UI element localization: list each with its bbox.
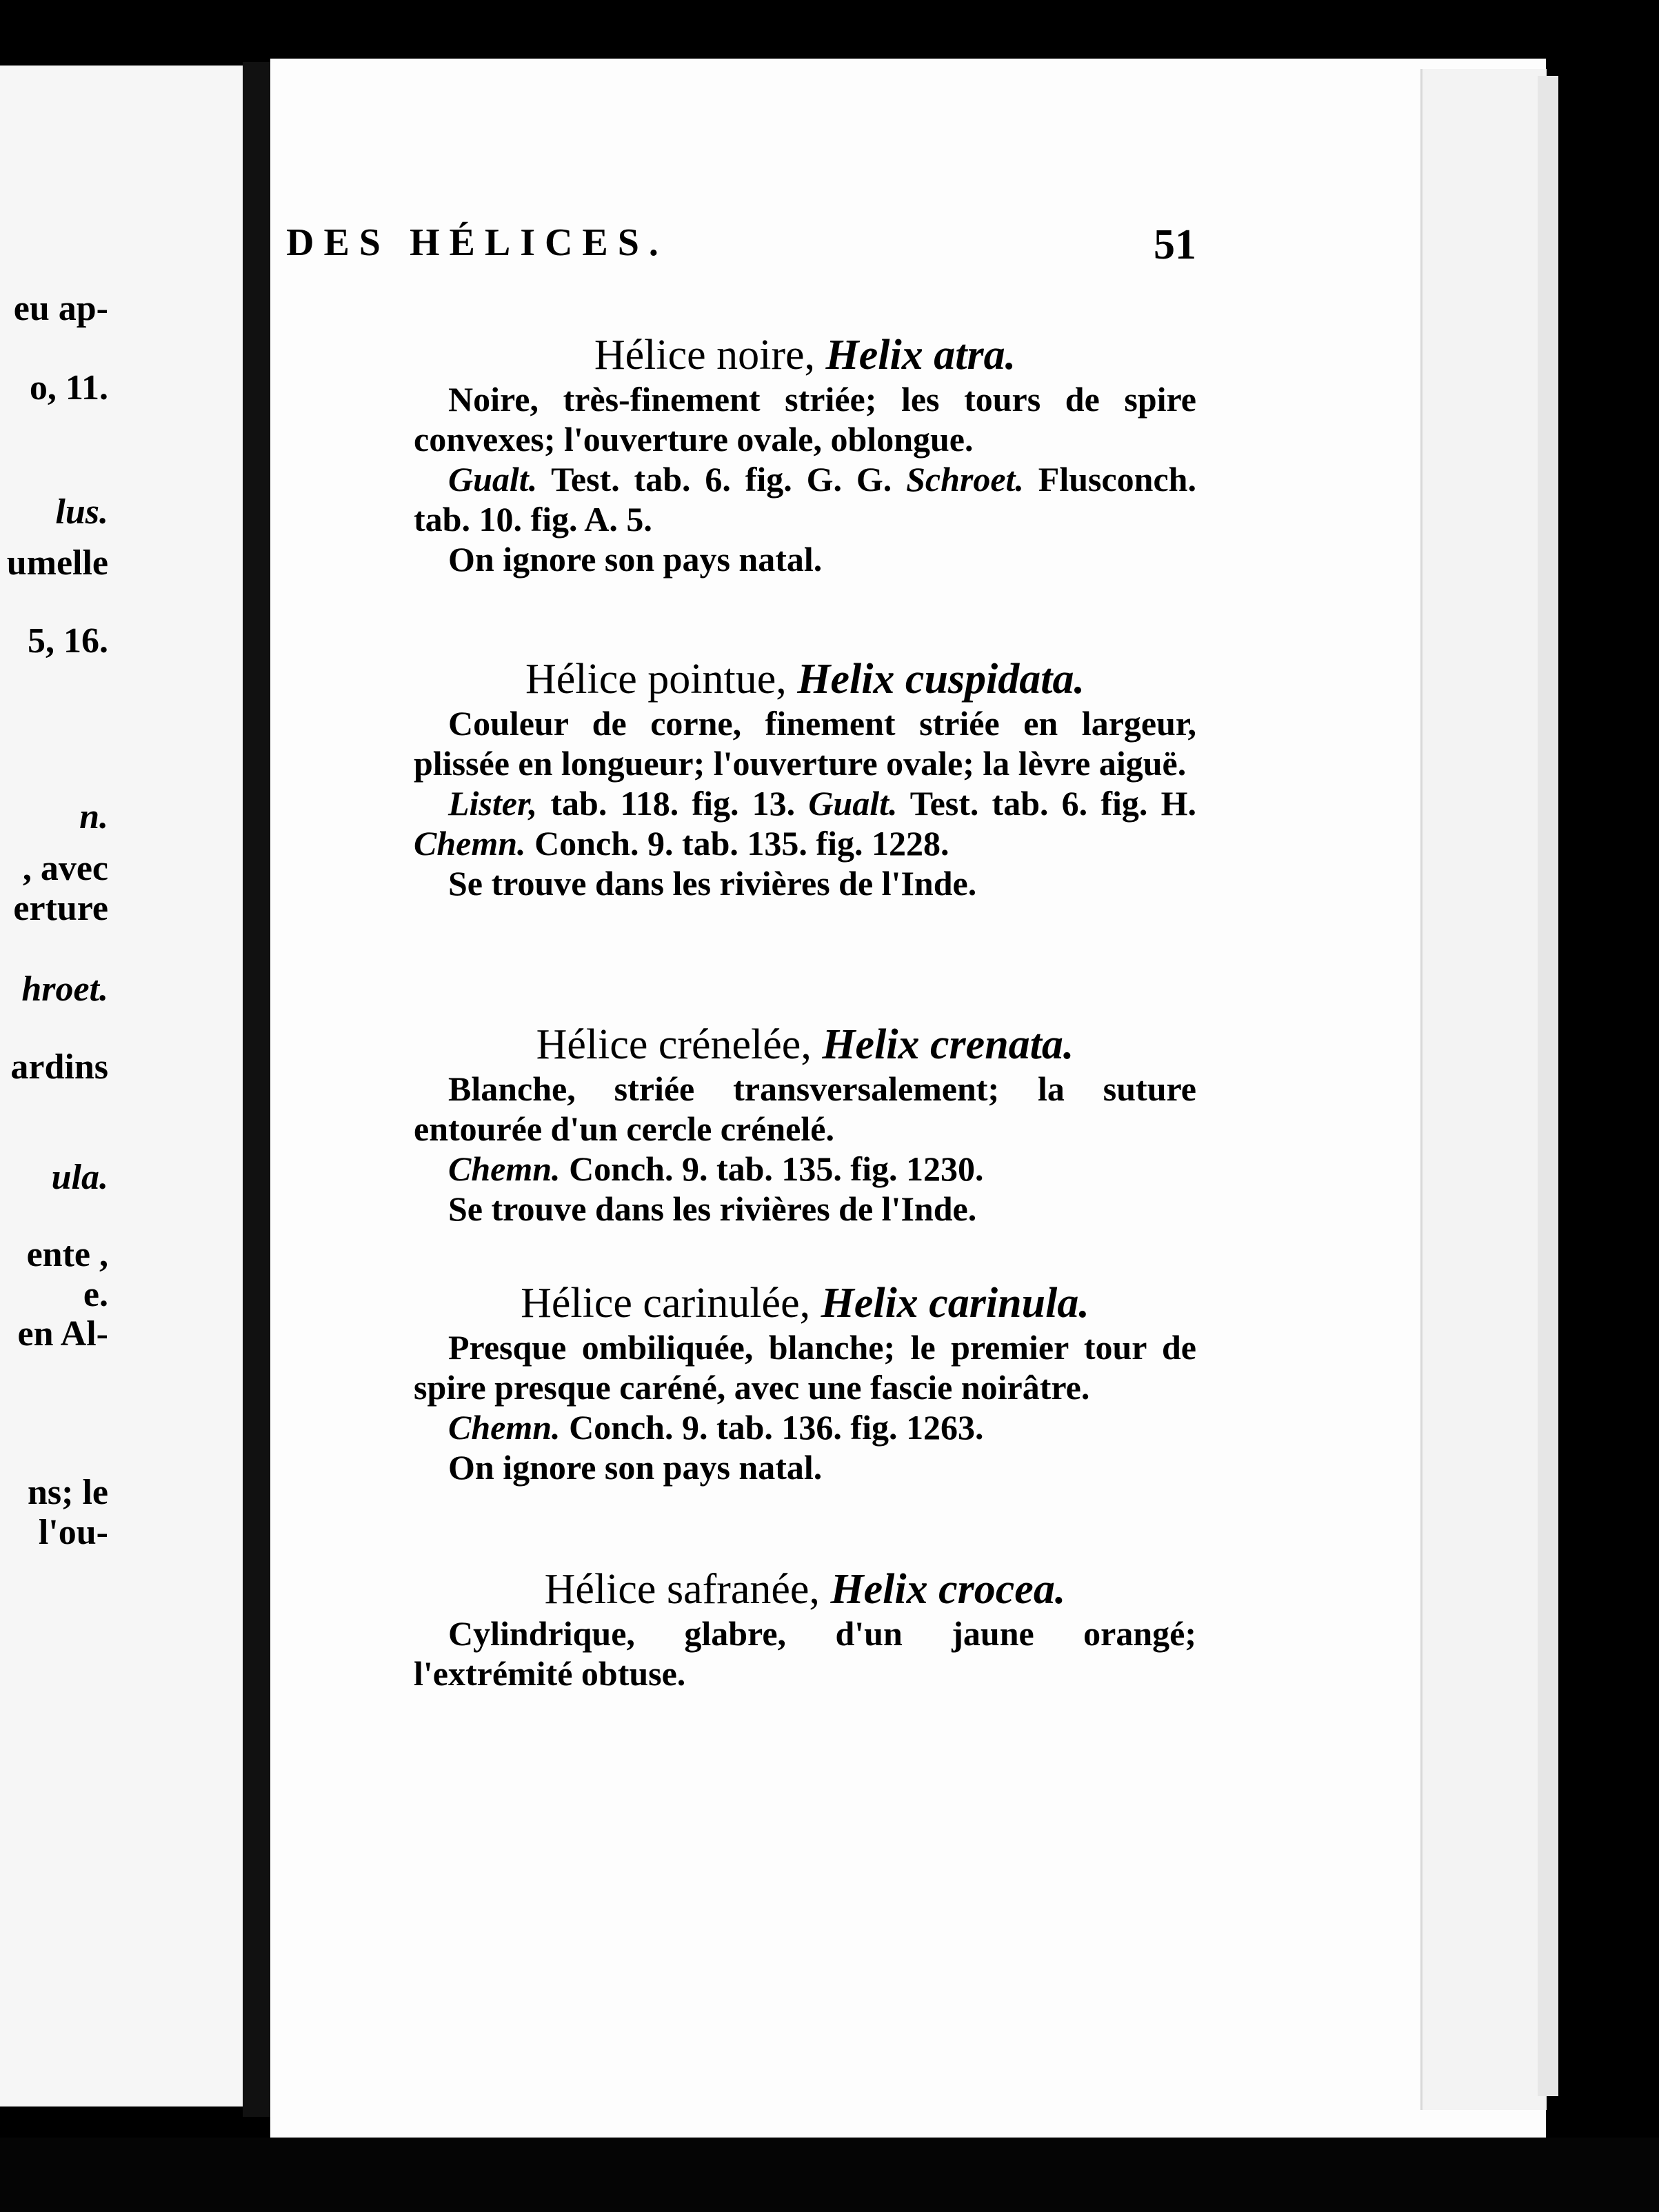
name-la: Helix cuspidata. <box>797 656 1085 703</box>
left-fragment: ente , <box>26 1235 108 1274</box>
name-fr: Hélice pointue, <box>525 656 798 703</box>
left-fragment: ardins <box>10 1047 108 1087</box>
page-number: 51 <box>1154 221 1196 268</box>
species-entry <box>414 1020 1196 1229</box>
species-entry <box>414 1565 1196 1693</box>
entry-references: Chemn. Conch. 9. tab. 135. fig. 1230. <box>448 1149 984 1188</box>
name-fr: Hélice noire, <box>594 332 826 379</box>
running-head <box>286 207 1196 283</box>
entry-habitat: Se trouve dans les rivières de l'Inde. <box>448 864 977 903</box>
name-la: Helix crocea. <box>830 1566 1066 1613</box>
entry-description: Presque ombiliquée, blanche; le premier tour de spire presque caréné, avec une fascie noirâtre. <box>414 1328 1196 1407</box>
entry-description: Blanche, striée transversalement; la suture entourée d'un cercle crénelé. <box>414 1069 1196 1148</box>
name-fr: Hélice safranée, <box>544 1566 831 1613</box>
book-gutter <box>243 62 273 2117</box>
entry-description: Couleur de corne, finement striée en largeur, plissée en longueur; l'ouverture ovale; la lèvre aiguë. <box>414 704 1196 783</box>
entry-heading <box>414 1565 1196 1613</box>
entry-references: Gualt. Test. tab. 6. fig. G. G. Schroet. Flusconch. tab. 10. fig. A. 5. <box>414 460 1196 539</box>
page-fore-edge <box>1420 69 1547 2110</box>
left-fragment: 5, 16. <box>28 621 108 661</box>
left-fragment: ns; le <box>28 1473 108 1512</box>
left-fragment: o, 11. <box>29 368 108 408</box>
entry-references: Chemn. Conch. 9. tab. 136. fig. 1263. <box>448 1408 984 1447</box>
left-fragment: l'ou- <box>38 1513 108 1552</box>
left-fragment: e. <box>83 1275 108 1314</box>
species-entry <box>414 655 1196 903</box>
entry-habitat: On ignore son pays natal. <box>448 540 823 579</box>
entry-heading <box>414 331 1196 379</box>
entry-heading <box>414 1020 1196 1069</box>
left-fragment: , avec <box>22 849 108 888</box>
name-la: Helix carinula. <box>821 1280 1089 1327</box>
left-fragment: ula. <box>51 1158 108 1197</box>
species-entry <box>414 331 1196 579</box>
entry-habitat: Se trouve dans les rivières de l'Inde. <box>448 1189 977 1228</box>
entry-description: Cylindrique, glabre, d'un jaune orangé; l'extrémité obtuse. <box>414 1614 1196 1693</box>
facing-page-left <box>0 66 257 2107</box>
left-fragment: erture <box>13 889 108 928</box>
left-fragment: hroet. <box>21 969 108 1009</box>
page-fore-edge-shadow <box>1538 76 1558 2096</box>
left-fragment: umelle <box>6 543 108 583</box>
entry-habitat: On ignore son pays natal. <box>448 1448 823 1487</box>
species-entry <box>414 1279 1196 1487</box>
running-head-title: DES HÉLICES. <box>286 221 668 264</box>
name-la: Helix atra. <box>825 332 1016 379</box>
left-fragment: n. <box>79 797 108 836</box>
name-fr: Hélice crénelée, <box>536 1021 823 1068</box>
name-la: Helix crenata. <box>822 1021 1074 1068</box>
scan-border <box>0 2138 1659 2212</box>
entry-heading <box>414 1279 1196 1327</box>
name-fr: Hélice carinulée, <box>521 1280 821 1327</box>
entry-heading <box>414 655 1196 703</box>
entry-references: Lister, tab. 118. fig. 13. Gualt. Test. tab. 6. fig. H. Chemn. Conch. 9. tab. 135. fig. 1228. <box>414 784 1196 863</box>
left-fragment: en Al- <box>17 1314 108 1354</box>
left-fragment: eu ap- <box>13 289 108 328</box>
entry-description: Noire, très-finement striée; les tours de spire convexes; l'ouverture ovale, oblongue. <box>414 380 1196 459</box>
left-fragment: lus. <box>55 492 108 532</box>
